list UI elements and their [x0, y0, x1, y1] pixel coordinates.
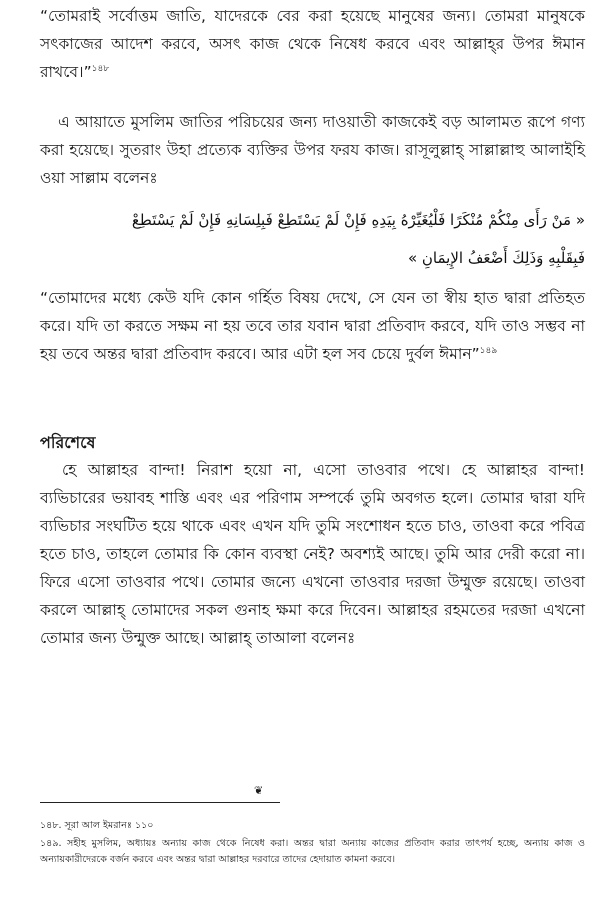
- footnote-148: ১৪৮. সূরা আল ইমরানঃ ১১০: [40, 820, 154, 831]
- hadith-translation-text: “তোমাদের মধ্যে কেউ যদি কোন গর্হিত বিষয় দেখে, সে যেন তা স্বীয় হাত দ্বারা প্রতিহত করে। যদি তা করতে সক্ষম না হয় তবে তার যবান দ্বারা প্রতিবাদ করবে, যদি তাও সম্ভব না হয় তবে অন্তর দ্বারা প্রতিবাদ করবে। আর এটা হল সব চেয়ে দুর্বল ঈমান”: [40, 289, 585, 363]
- hadith-arabic-line-2: فَبِقَلْبِهِ وَذَلِكَ أَضْعَفُ الإِيمَانِ »: [407, 249, 585, 267]
- footnote-ref-149: ১৪৯: [479, 345, 498, 356]
- paragraph-dawah: এ আয়াতে মুসলিম জাতির পরিচয়ের জন্য দাওয়াতী কাজকেই বড় আলামত রূপে গণ্য করা হয়েছে। সুতরাং উহা প্রত্যেক ব্যক্তির উপর ফরয কাজ। রাসূলুল্লাহ্‌ সাল্লাল্লাহু আলাইহি ওয়া সাল্লাম বলেনঃ: [40, 113, 585, 187]
- section-heading: পরিশেষে: [40, 433, 96, 452]
- footnote-divider: [40, 802, 280, 803]
- verse-translation-text: “তোমরাই সর্বোত্তম জাতি, যাদেরকে বের করা হয়েছে মানুষের জন্য। তোমরা মানুষকে সৎকাজের আদেশ করবে, অসৎ কাজ থেকে নিষেধ করবে এবং আল্লাহ্‌র উপর ঈমান রাখবে।”: [40, 7, 585, 81]
- hadith-translation: [40, 284, 585, 368]
- ornament-icon: ❦: [254, 784, 264, 797]
- hadith-arabic-line-1: « مَنْ رَأَى مِنْكُمْ مُنْكَرًا فَلْيُغَيِّرْهُ بِيَدِهِ فَإِنْ لَمْ يَسْتَطِعْ فَبِلِسَانِهِ فَإِنْ لَمْ يَسْتَطِعْ: [131, 211, 585, 229]
- footnote-ref-148: ১৪৮: [91, 63, 110, 74]
- footnote-149: ১৪৯. সহীহ মুসলিম, অধ্যায়ঃ অন্যায় কাজ থেকে নিষেধ করা। অন্তর দ্বারা অন্যায় কাজের প্রতিবাদ করার তাৎপর্য হচ্ছে, অন্যায় কাজ ও অন্যায়কারীদেরকে বর্জন করবে এবং অন্তর দ্বারা আল্লাহর দরবারে তাদের হেদায়াত কামনা করবে।: [40, 838, 585, 865]
- paragraph-conclusion: হে আল্লাহর বান্দা! নিরাশ হয়ো না, এসো তাওবার পথে। হে আল্লাহর বান্দা! ব্যভিচারের ভয়াবহ শাস্তি এবং এর পরিণাম সম্পর্কে তুমি অবগত হলে। তোমার দ্বারা যদি ব্যভিচার সংঘটিত হয়ে থাকে এবং এখন যদি তুমি সংশোধন হতে চাও, তাওবা করে পবিত্র হতে চাও, তাহলে তোমার কি কোন ব্যবস্থা নেই? অবশ্যই আছে। তুমি আর দেরী করো না। ফিরে এসো তাওবার পথে। তোমার জন্যে এখনো তাওবার দরজা উম্মুক্ত রয়েছে। তাওবা করলে আল্লাহ্‌ তোমাদের সকল গুনাহ ক্ষমা করে দিবেন। আল্লাহর রহমতের দরজা এখনো তোমার জন্য উন্মুক্ত আছে। আল্লাহ্‌ তাআলা বলেনঃ: [40, 461, 585, 647]
- verse-translation: [40, 2, 585, 86]
